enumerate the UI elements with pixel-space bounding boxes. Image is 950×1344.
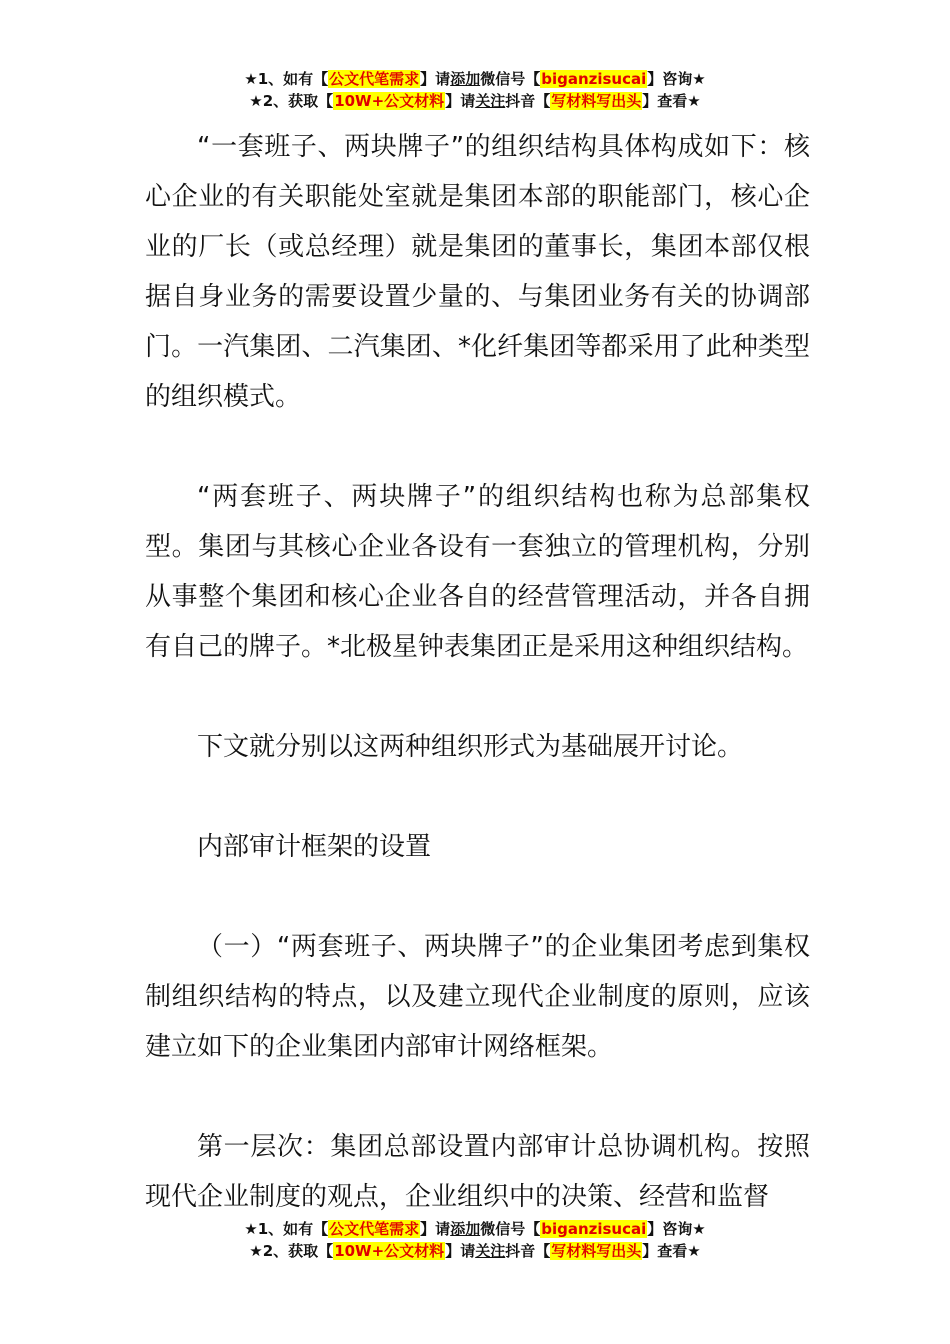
promo-text: 抖音【 [505,1242,551,1260]
paragraph: （一）“两套班子、两块牌子”的企业集团考虑到集权制组织结构的特点，以及建立现代企业制度的原则，应该建立如下的企业集团内部审计网络框架。 [145,932,810,1062]
highlight-text: biganzisucai [541,70,647,88]
highlight-text: 公文代笔需求 [329,1220,420,1238]
document-body [145,122,810,1222]
promo-text: 关注 [475,92,506,110]
promo-text: ★1、如有【 [244,1220,329,1238]
promo-banner-bottom [0,1218,950,1262]
paragraph: 下文就分别以这两种组织形式为基础展开讨论。 [197,732,744,762]
promo-text: 微信号【 [480,1220,541,1238]
highlight-text: 写材料写出头 [551,92,642,110]
promo-text: 】请 [445,92,476,110]
promo-line-1 [0,68,950,90]
promo-text: 抖音【 [505,92,551,110]
promo-text: 】请 [445,1242,476,1260]
promo-text: ★2、获取【 [249,1242,334,1260]
promo-line-2 [0,1240,950,1262]
promo-banner-top [0,68,950,112]
promo-text: 】查看★ [642,1242,701,1260]
promo-text: 添加 [450,1220,481,1238]
promo-text: 】查看★ [642,92,701,110]
highlight-text: 公文代笔需求 [329,70,420,88]
highlight-text: 10W+公文材料 [334,92,445,110]
promo-text: 添加 [450,70,481,88]
paragraph: “一套班子、两块牌子”的组织结构具体构成如下：核心企业的有关职能处室就是集团本部的职能部门，核心企业的厂长（或总经理）就是集团的董事长，集团本部仅根据自身业务的需要设置少量的、与集团业务有关的协调部门。一汽集团、二汽集团、*化纤集团等都采用了此种类型的组织模式。 [145,132,810,412]
promo-text: ★1、如有【 [244,70,329,88]
promo-text: 】请 [420,1220,451,1238]
highlight-text: biganzisucai [541,1220,647,1238]
promo-text: 微信号【 [480,70,541,88]
promo-line-2 [0,90,950,112]
highlight-text: 10W+公文材料 [334,1242,445,1260]
promo-text: 关注 [475,1242,506,1260]
section-heading: 内部审计框架的设置 [197,832,432,862]
promo-text: 】请 [420,70,451,88]
highlight-text: 写材料写出头 [551,1242,642,1260]
paragraph: “两套班子、两块牌子”的组织结构也称为总部集权型。集团与其核心企业各设有一套独立的管理机构，分别从事整个集团和核心企业各自的经营管理活动，并各自拥有自己的牌子。*北极星钟表集团正是采用这种组织结构。 [145,482,810,662]
paragraph: 第一层次：集团总部设置内部审计总协调机构。按照现代企业制度的观点，企业组织中的决策、经营和监督 [145,1132,810,1212]
promo-text: 】咨询★ [647,1220,706,1238]
promo-line-1 [0,1218,950,1240]
promo-text: 】咨询★ [647,70,706,88]
promo-text: ★2、获取【 [249,92,334,110]
